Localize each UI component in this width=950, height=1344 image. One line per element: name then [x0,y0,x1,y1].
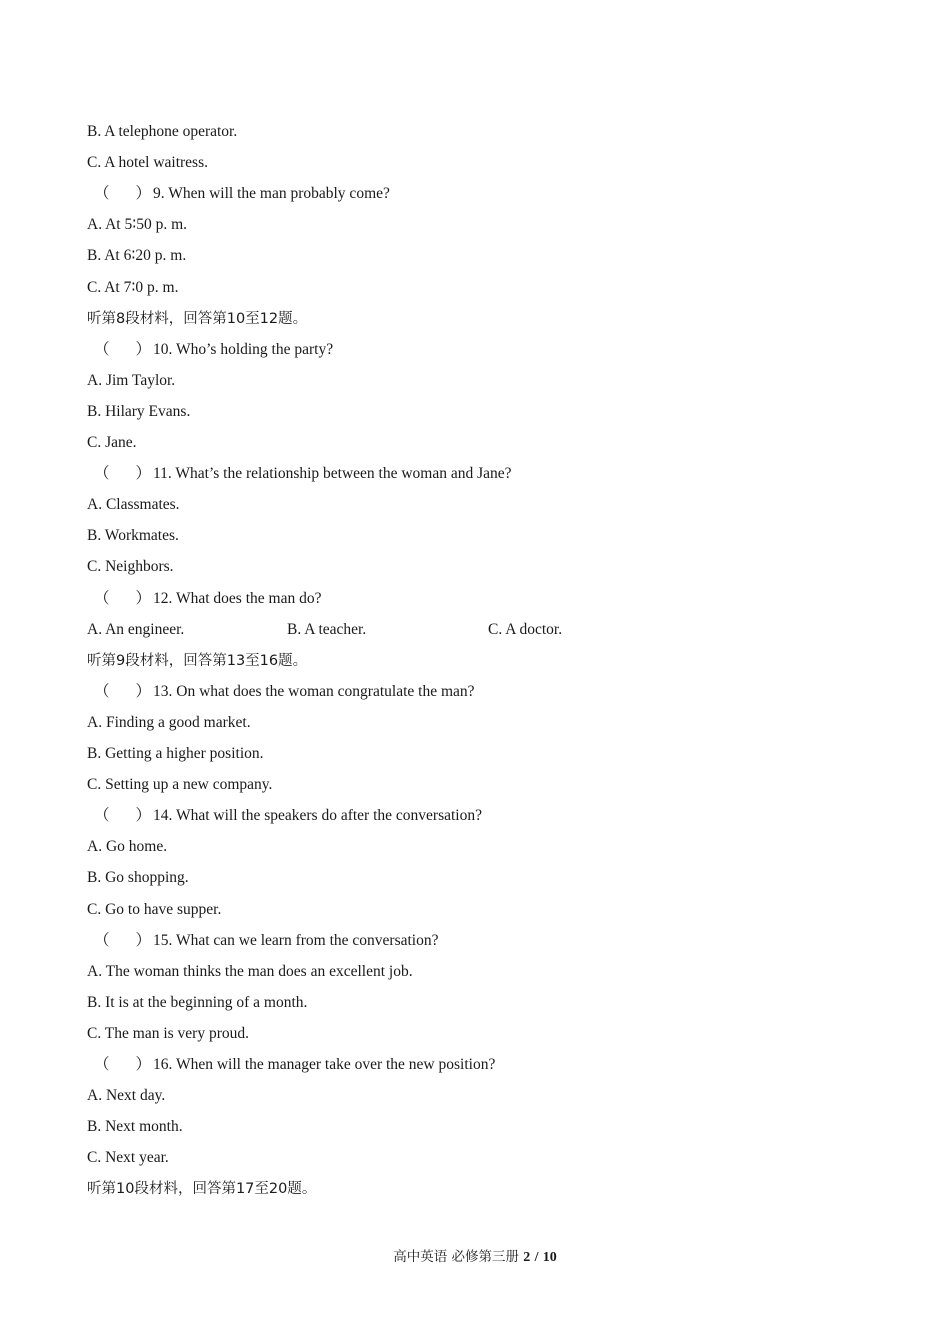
option: A. Finding a good market. [87,713,251,731]
option: A. Next day. [87,1087,166,1105]
option: A. At 5∶50 p. m. [87,216,188,234]
answer-blank: （ ） [94,185,152,203]
option: C. The man is very proud. [87,1024,250,1042]
option: C. Neighbors. [87,558,174,576]
page-separator: / [534,1250,539,1265]
option: A. An engineer. [87,620,185,638]
page-total: 10 [542,1250,557,1265]
option: B. A telephone operator. [87,123,238,140]
section-instruction: 听第10段材料，回答第17至20题。 [87,1181,317,1198]
option: A. Jim Taylor. [87,371,176,389]
answer-blank: （ ） [94,931,152,949]
question [87,589,321,609]
option: B. Next month. [87,1118,183,1136]
section-instruction: 听第8段材料，回答第10至12题。 [87,310,308,327]
option: C. Go to have supper. [87,900,222,918]
question-text: 11. What’s the relationship between the woman and Jane? [153,465,512,483]
option: B. A teacher. [287,620,367,638]
option: B. It is at the beginning of a month. [87,993,308,1011]
option: C. A hotel waitress. [87,154,208,172]
section-instruction: 听第9段材料，回答第13至16题。 [87,652,308,669]
answer-blank: （ ） [94,1056,152,1073]
question-text: 13. On what does the woman congratulate the man? [153,682,475,700]
answer-blank: （ ） [94,807,152,825]
option: A. The woman thinks the man does an excellent job. [87,962,413,980]
option: B. Hilary Evans. [87,402,191,420]
question-text: 15. What can we learn from the conversation? [153,931,439,949]
option: C. A doctor. [488,620,563,638]
answer-blank: （ ） [94,465,152,483]
question [87,340,333,360]
option: B. Go shopping. [87,869,189,887]
option: C. Next year. [87,1149,169,1167]
answer-blank: （ ） [94,340,152,358]
question [87,806,482,826]
footer-title: 高中英语 必修第三册 [393,1249,519,1265]
answer-blank: （ ） [94,589,152,607]
question-text: 12. What does the man do? [153,589,322,607]
option: B. At 6∶20 p. m. [87,247,187,265]
option: C. Setting up a new company. [87,776,273,794]
option: C. Jane. [87,434,137,451]
page-footer [0,1245,950,1266]
question [87,931,439,951]
option: A. Go home. [87,838,168,856]
question-text: 16. When will the manager take over the new position? [153,1056,496,1073]
question-text: 9. When will the man probably come? [153,185,390,203]
answer-blank: （ ） [94,682,152,700]
option: C. At 7∶0 p. m. [87,278,179,296]
question-text: 14. What will the speakers do after the conversation? [153,807,482,825]
option: A. Classmates. [87,496,180,514]
question [87,1055,495,1075]
question-text: 10. Who’s holding the party? [153,340,334,358]
question [87,682,475,702]
page-number: 2 [523,1250,531,1265]
question [87,184,390,204]
option: B. Workmates. [87,527,179,545]
option: B. Getting a higher position. [87,745,264,762]
question [87,464,512,484]
